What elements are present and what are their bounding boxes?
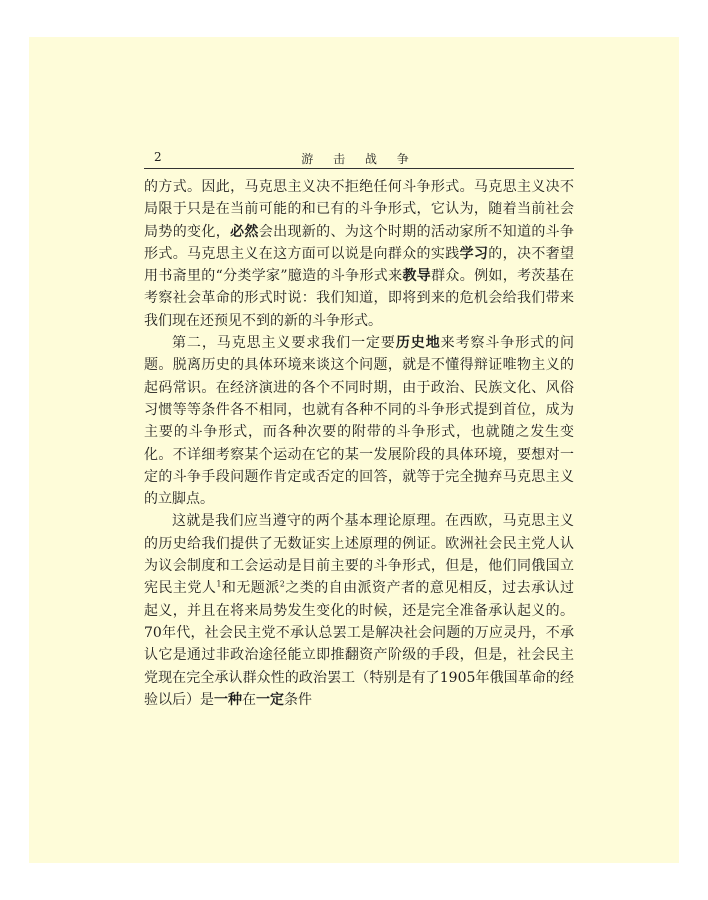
emphasis-text: 学习 xyxy=(459,245,489,262)
emphasis-text: 历史地 xyxy=(395,335,441,352)
text-run: 和无题派 xyxy=(221,580,280,597)
paragraph xyxy=(144,510,574,711)
emphasis-text: 一种 xyxy=(214,691,242,708)
footnote-marker: 1 xyxy=(216,579,222,589)
emphasis-text: 一定 xyxy=(256,691,284,708)
text-run: 来考察斗争形式的问题。脱离历史的具体环境来谈这个问题，就是不懂得辩证唯物主义的起码常识。在经济演进的各个不同时期，由于政治、民族文化、风俗习惯等等条件各不相同，也就有各种不同的斗争形式提到首位，成为主要的斗争形式，而各种次要的附带的斗争形式，也就随之发生变化。不详细考察某个运动在它的某一发展阶段的具体环境，要想对一定的斗争手段问题作肯定或否定的回答，就等于完全抛弃马克思主义的立脚点。 xyxy=(144,335,575,508)
paragraph xyxy=(144,332,574,510)
text-run: 群众。例如，考茨基在考察社会革命的形式时说：我们知道，即将到来的危机会给我们带来我们现在还预见不到的新的斗争形式。 xyxy=(144,268,575,329)
emphasis-text: 教导 xyxy=(402,268,432,285)
text-run: 在 xyxy=(242,691,256,708)
text-run: 会出现新的、为这个时期的活动家所不知道的斗争形式。马克思主义在这方面可以说是向群众的实践 xyxy=(144,223,575,262)
paragraph xyxy=(144,176,574,332)
text-run: 条件 xyxy=(284,691,312,708)
text-run: 这就是我们应当遵守的两个基本理论原理。在西欧，马克思主义的历史给我们提供了无数证实上述原理的例证。欧洲社会民主党人认为议会制度和工会运动是目前主要的斗争形式，但是，他们同俄国立宪民主党人 xyxy=(144,513,574,597)
emphasis-text: 必然 xyxy=(230,223,259,240)
running-title: 游 击 战 争 xyxy=(301,152,417,166)
text-run: 第二，马克思主义要求我们一定要 xyxy=(172,335,396,352)
page-header xyxy=(144,146,574,169)
footnote-marker: 2 xyxy=(279,579,285,589)
text-run: 的，决不奢望用书斋里的“分类学家”臆造的斗争形式来 xyxy=(144,245,575,285)
text-run: 的方式。因此，马克思主义决不拒绝任何斗争形式。马克思主义决不局限于只是在当前可能的和已有的斗争形式，它认为，随着当前社会局势的变化， xyxy=(144,179,574,240)
body-text xyxy=(144,176,574,711)
text-run: 之类的自由派资产者的意见相反，过去承认过起义，并且在将来局势发生变化的时候，还是完全准备承认起义的。70年代，社会民主党不承认总罢工是解决社会问题的万应灵丹，不承认它是通过非政治途径能立即推翻资产阶级的手段，但是，社会民主党现在完全承认群众性的政治罢工（特别是有了1905年俄国革命的经验以后）是 xyxy=(144,580,575,708)
page-number: 2 xyxy=(154,150,162,164)
